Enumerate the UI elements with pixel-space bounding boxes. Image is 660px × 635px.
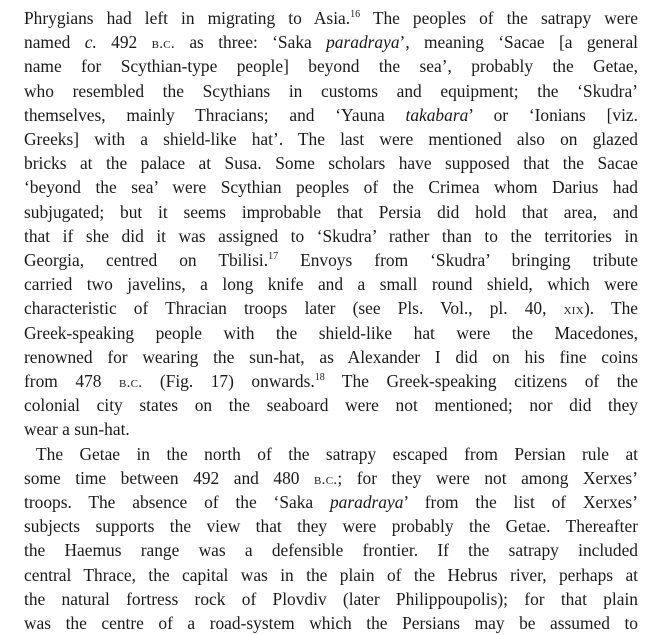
text-run: Greek-speaking people with the shield-like hat were the Macedones, [24, 322, 638, 343]
text-run: subjugated; but it seems improbable that Persia did hold that area, and [24, 201, 638, 222]
text-run: ’ from the list of Xerxes’ [403, 492, 638, 512]
text-run: characteristic of Thracian troops later (see Pls. Vol., pl. 40, [24, 298, 564, 319]
text-line [24, 224, 638, 248]
text-line [24, 30, 638, 54]
text-run: who resembled the Scythians in customs and equipment; the ‘Skudra’ [24, 80, 638, 101]
text-run: wear a sun-hat. [24, 419, 130, 440]
text-line [24, 248, 638, 272]
footnote-reference: 18 [314, 372, 325, 383]
text-run: The peoples of the satrapy were [360, 8, 639, 28]
text-run: name for Scythian-type people] beyond the sea’, probably the Getae, [24, 56, 638, 77]
text-run: troops. The absence of the ‘Saka [24, 492, 330, 512]
text-line [24, 6, 638, 30]
text-line [24, 321, 638, 345]
text-run: ). The [584, 298, 638, 319]
text-line [24, 200, 638, 224]
text-line [24, 79, 638, 103]
text-run: ; for they were not among Xerxes’ [337, 467, 638, 488]
text-run: Envoys from ‘Skudra’ bringing tribute [278, 250, 639, 270]
text-line [24, 127, 638, 151]
text-line [36, 442, 638, 466]
text-run: central Thrace, the capital was in the plain of the Hebrus river, perhaps at [24, 564, 638, 585]
text-run: the Haemus range was a defensible frontier. If the satrapy included [24, 540, 638, 561]
text-line [24, 417, 638, 441]
footnote-reference: 16 [350, 9, 361, 20]
text-line [24, 103, 638, 127]
text-line [24, 611, 638, 635]
footnote-reference: 17 [268, 251, 279, 262]
text-run: ‘beyond the sea’ were Scythian peoples of the Crimea whom Darius had [24, 177, 638, 198]
text-line [24, 272, 638, 296]
text-run: the natural fortress rock of Plovdiv (later Philippoupolis); for that plain [24, 588, 638, 609]
text-run: Greeks] with a shield-like hat’. The last were mentioned also on glazed [24, 129, 638, 149]
text-line [24, 393, 638, 417]
small-caps-text: xix [563, 302, 585, 319]
italic-term: paradraya [329, 492, 404, 512]
text-line [24, 490, 638, 514]
text-line [24, 175, 638, 199]
text-run: as three: ‘Saka [174, 32, 327, 53]
text-run: that if she did it was assigned to ‘Skudra’ rather than to the territories in [24, 225, 638, 246]
small-caps-text: b.c. [151, 36, 175, 53]
text-line [24, 296, 638, 320]
text-line [24, 514, 638, 538]
text-line [24, 466, 638, 490]
text-run: carried two javelins, a long knife and a small round shield, which were [24, 274, 638, 295]
text-line [24, 538, 638, 562]
text-line [24, 563, 638, 587]
text-run: named [24, 32, 85, 53]
text-line [24, 587, 638, 611]
text-run: renowned for wearing the sun-hat, as Alexander I did on his fine coins [24, 346, 638, 367]
text-line [24, 345, 638, 369]
text-run: Georgia, centred on Tbilisi. [24, 250, 269, 270]
text-run: some time between 492 and 480 [24, 467, 315, 488]
text-run: The Greek-speaking citizens of the [324, 371, 638, 391]
text-line [24, 151, 638, 175]
text-run: (Fig. 17) onwards. [142, 371, 315, 391]
italic-term: c. [84, 32, 97, 53]
text-run: subjects supports the view that they were probably the Getae. Thereafter [24, 516, 638, 537]
text-run: was the centre of a road-system which the Persians may be assumed to [24, 613, 638, 633]
text-run: from 478 [24, 371, 119, 391]
text-run: bricks at the palace at Susa. Some scholars have supposed that the Sacae [24, 153, 638, 174]
small-caps-text: b.c. [118, 375, 143, 391]
italic-term: takabara [405, 104, 469, 125]
text-run: The Getae in the north of the satrapy escaped from Persian rule at [36, 443, 638, 464]
text-run: ’ or ‘Ionians [viz. [468, 104, 638, 125]
text-run: Phrygians had left in migrating to Asia. [24, 8, 351, 28]
text-run: ’, meaning ‘Sacae [a general [399, 32, 639, 53]
text-line [24, 54, 638, 78]
small-caps-text: b.c. [314, 471, 338, 488]
text-line [24, 369, 638, 393]
italic-term: paradraya [326, 32, 400, 53]
text-run: colonial city states on the seaboard were not mentioned; nor did they [24, 395, 638, 416]
text-run: 492 [96, 32, 152, 53]
text-run: themselves, mainly Thracians; and ‘Yauna [24, 104, 406, 125]
